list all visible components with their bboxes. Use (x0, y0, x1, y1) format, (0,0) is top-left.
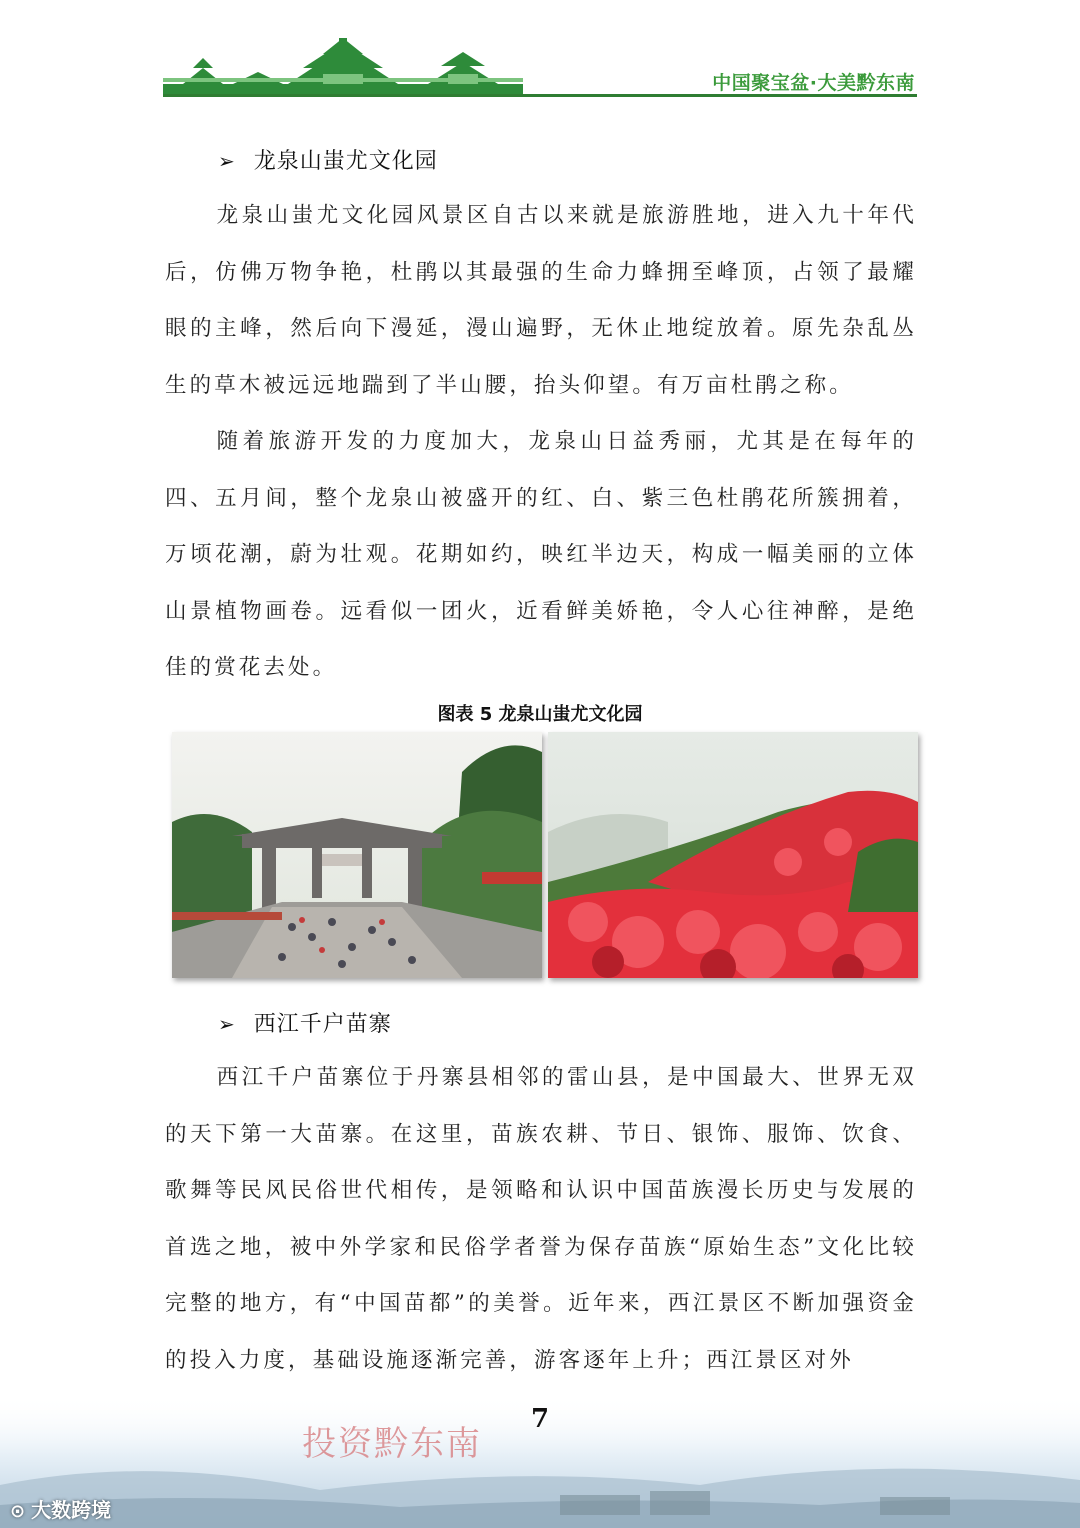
section-heading-longquanshan (218, 144, 438, 175)
archway-gate-photo (172, 732, 542, 978)
section-heading-text: 西江千户苗寨 (253, 1012, 392, 1037)
azalea-hillside-photo (548, 732, 918, 978)
bullet-arrow-icon: ➢ (218, 1012, 236, 1036)
bullet-arrow-icon: ➢ (218, 149, 236, 173)
pagoda-skyline-icon (163, 38, 523, 98)
watermark-text: 大数跨境 (31, 1498, 112, 1522)
page-header (163, 30, 917, 100)
paragraph: 西江千户苗寨位于丹寨县相邻的雷山县，是中国最大、世界无双的天下第一大苗寨。在这里，苗族农耕、节日、银饰、服饰、饮食、歌舞等民风民俗世代相传，是领略和认识中国苗族漫长历史与发展的首选之地，被中外学家和民俗学者誉为保存苗族“原始生态”文化比较完整的地方，有“中国苗都”的美誉。近年来，西江景区不断加强资金的投入力度，基础设施逐渐完善，游客逐年上升；西江景区对外 (165, 1065, 917, 1373)
page-number: 7 (530, 1404, 550, 1434)
paragraph: 龙泉山蚩尤文化园风景区自古以来就是旅游胜地，进入九十年代后，仿佛万物争艳，杜鹃以其最强的生命力蜂拥至峰顶，占领了最耀眼的主峰，然后向下漫延，漫山遍野，无休止地绽放着。原先杂乱丛生的草木被远远地踹到了半山腰，抬头仰望。有万亩杜鹃之称。 (165, 203, 917, 398)
watermark-logo-icon: ⊙ (10, 1501, 26, 1522)
paragraph: 随着旅游开发的力度加大，龙泉山日益秀丽，尤其是在每年的四、五月间，整个龙泉山被盛开的红、白、紫三色杜鹃花所簇拥着，万顷花潮，蔚为壮观。花期如约，映红半边天，构成一幅美丽的立体山景植物画卷。远看似一团火，近看鲜美娇艳，令人心往神醉，是绝佳的赏花去处。 (165, 429, 917, 680)
header-title: 中国聚宝盆·大美黔东南 (712, 72, 915, 94)
footer-brand-logo: 投资黔东南 (302, 1424, 482, 1464)
watermark (10, 1494, 111, 1523)
header-divider (163, 94, 917, 97)
figure-caption: 图表 5 龙泉山蚩尤文化园 (437, 704, 643, 725)
section-heading-xijiang (218, 1007, 392, 1038)
section-heading-text: 龙泉山蚩尤文化园 (253, 149, 438, 174)
